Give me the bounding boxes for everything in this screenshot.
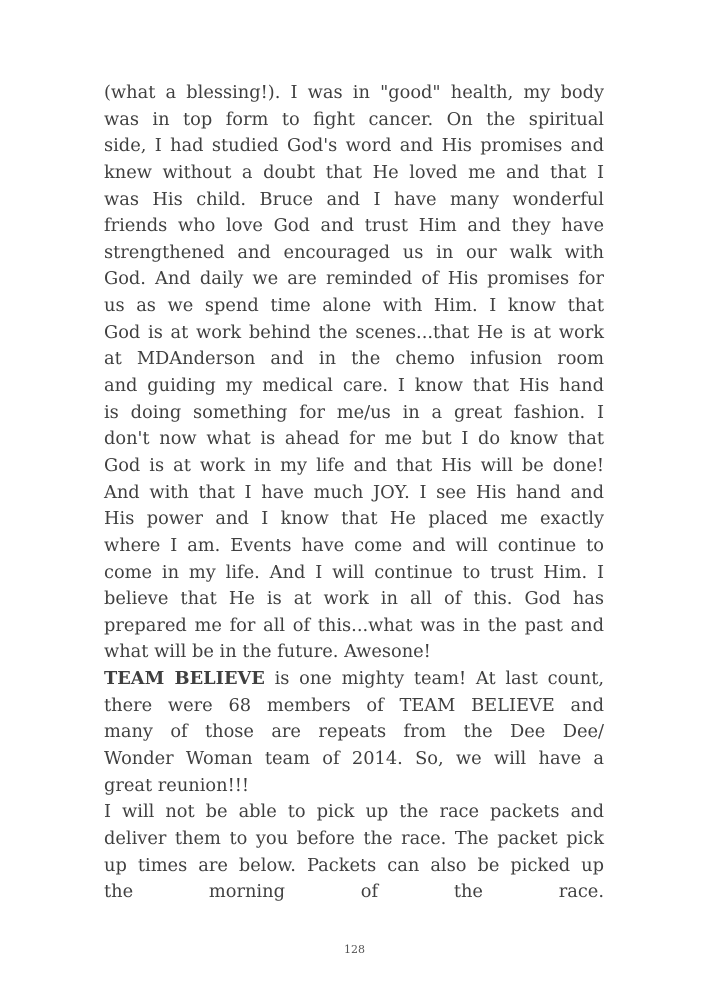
text-line: deliver them to you before the race. The packet pick (104, 827, 604, 849)
text-line: what will be in the future. Awesone! (104, 641, 431, 663)
text-line: there were 68 members of TEAM BELIEVE and (104, 694, 604, 716)
text-line: Wonder Woman team of 2014. So, we will have a (104, 748, 604, 770)
text-line: And with that I have much JOY. I see His hand and (104, 481, 604, 503)
text-line: up times are below. Packets can also be picked up (104, 854, 604, 876)
text-line: believe that He is at work in all of this. God has (104, 588, 604, 610)
text-line: us as we spend time alone with Him. I know that (104, 295, 604, 317)
text-line: God is at work behind the scenes...that He is at work (104, 321, 604, 343)
page-number: 128 (344, 943, 365, 956)
text-line: don't now what is ahead for me but I do know that (104, 428, 604, 450)
text-line: (what a blessing!). I was in "good" health, my body (104, 82, 604, 103)
text-line: and guiding my medical care. I know that His hand (104, 375, 604, 397)
text-line: God is at work in my life and that His will be done! (104, 454, 604, 476)
text-line: the morning of the race. (104, 881, 604, 903)
text-line: come in my life. And I will continue to trust Him. I (104, 561, 604, 583)
text-line: strengthened and encouraged us in our walk with (104, 241, 604, 263)
team-name-bold: TEAM BELIEVE (104, 668, 265, 690)
text-line: is doing something for me/us in a great fashion. I (104, 401, 604, 423)
text-line-rest: is one mighty team! At last count, (264, 668, 604, 690)
text-line: was His child. Bruce and I have many wonderful (104, 188, 604, 210)
text-line: at MDAnderson and in the chemo infusion room (104, 348, 604, 370)
text-line: His power and I know that He placed me exactly (104, 508, 604, 530)
text-line: I will not be able to pick up the race packets and (104, 801, 604, 823)
text-line: many of those are repeats from the Dee Dee/ (104, 721, 604, 743)
text-line: friends who love God and trust Him and they have (104, 215, 604, 237)
text-line: where I am. Events have come and will continue to (104, 534, 604, 556)
text-line: prepared me for all of this...what was in the past and (104, 614, 604, 636)
text-line: was in top form to fight cancer. On the spiritual (104, 108, 604, 130)
body-text (104, 80, 604, 906)
text-line: knew without a doubt that He loved me and that I (104, 161, 604, 183)
text-line (104, 666, 604, 693)
text-line: side, I had studied God's word and His promises and (104, 135, 604, 157)
text-line: God. And daily we are reminded of His promises for (104, 268, 604, 290)
text-line: great reunion!!! (104, 774, 250, 796)
